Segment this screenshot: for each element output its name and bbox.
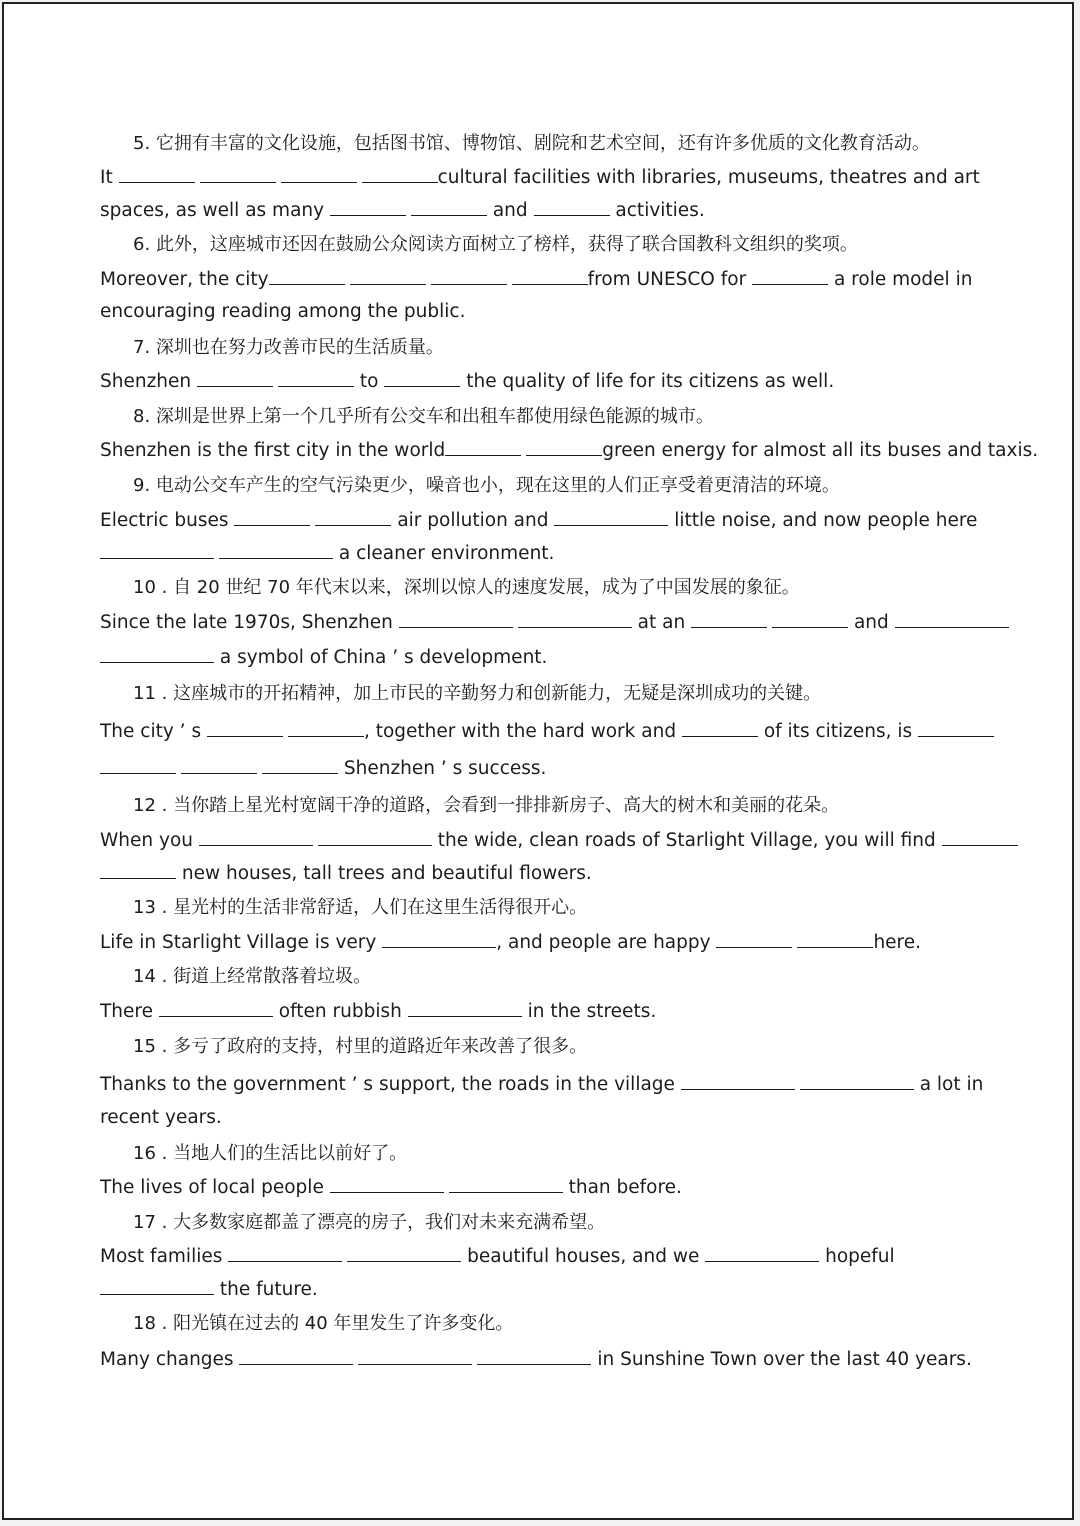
question-14-chinese: 14 . 街道上经常散落着垃圾。 — [133, 966, 372, 987]
question-8-english-line-1: Shenzhen is the first city in the world green energy for almost all its buses and taxis. — [100, 440, 1039, 461]
question-7-english-line-1: Shenzhen to the quality of life for its citizens as well. — [100, 371, 835, 392]
question-13-chinese: 13 . 星光村的生活非常舒适，人们在这里生活得很开心。 — [133, 897, 588, 918]
answer-blank[interactable] — [288, 720, 364, 737]
question-18-chinese: 18 . 阳光镇在过去的 40 年里发生了许多变化。 — [133, 1313, 514, 1334]
answer-blank[interactable] — [382, 931, 496, 948]
question-15-english-line-1: Thanks to the government ’ s support, the roads in the village a lot in — [100, 1074, 984, 1095]
answer-blank[interactable] — [362, 166, 438, 183]
answer-blank[interactable] — [384, 370, 460, 387]
question-10-english-line-1: Since the late 1970s, Shenzhen at an and — [100, 611, 1009, 633]
question-9-chinese: 9. 电动公交车产生的空气污染更少，噪音也小，现在这里的人们正享受着更清洁的环境。 — [133, 475, 840, 496]
answer-blank[interactable] — [315, 509, 391, 526]
answer-blank[interactable] — [100, 757, 176, 774]
question-8-chinese: 8. 深圳是世界上第一个几乎所有公交车和出租车都使用绿色能源的城市。 — [133, 406, 714, 427]
question-10-chinese: 10 . 自 20 世纪 70 年代末以来，深圳以惊人的速度发展，成为了中国发展的象征。 — [133, 577, 800, 598]
answer-blank[interactable] — [262, 757, 338, 774]
question-17-english-line-1: Most families beautiful houses, and we hopeful — [100, 1246, 895, 1267]
worksheet-page — [2, 2, 1074, 1520]
question-14-english-line-1: There often rubbish in the streets. — [100, 1001, 657, 1022]
answer-blank[interactable] — [159, 1000, 273, 1017]
question-11-chinese: 11 . 这座城市的开拓精神，加上市民的辛勤努力和创新能力，无疑是深圳成功的关键。 — [133, 683, 822, 704]
question-11-english-line-2: Shenzhen ’ s success. — [100, 757, 546, 779]
answer-blank[interactable] — [445, 439, 521, 456]
answer-blank[interactable] — [330, 199, 406, 216]
answer-blank[interactable] — [682, 720, 758, 737]
answer-blank[interactable] — [207, 720, 283, 737]
answer-blank[interactable] — [318, 829, 432, 846]
answer-blank[interactable] — [100, 862, 176, 879]
answer-blank[interactable] — [705, 1245, 819, 1262]
answer-blank[interactable] — [399, 611, 513, 628]
question-6-english-line-2: encouraging reading among the public. — [100, 301, 466, 322]
answer-blank[interactable] — [942, 829, 1018, 846]
question-15-english-line-2: recent years. — [100, 1107, 222, 1128]
answer-blank[interactable] — [197, 370, 273, 387]
question-11-english-line-1: The city ’ s , together with the hard work and of its citizens, is — [100, 720, 994, 742]
answer-blank[interactable] — [797, 931, 873, 948]
question-6-chinese: 6. 此外，这座城市还因在鼓励公众阅读方面树立了榜样，获得了联合国教科文组织的奖项。 — [133, 234, 858, 255]
answer-blank[interactable] — [408, 1000, 522, 1017]
answer-blank[interactable] — [100, 646, 214, 663]
question-7-chinese: 7. 深圳也在努力改善市民的生活质量。 — [133, 337, 444, 358]
answer-blank[interactable] — [526, 439, 602, 456]
question-16-chinese: 16 . 当地人们的生活比以前好了。 — [133, 1143, 408, 1164]
answer-blank[interactable] — [239, 1348, 353, 1365]
question-16-english-line-1: The lives of local people than before. — [100, 1177, 682, 1198]
answer-blank[interactable] — [716, 931, 792, 948]
answer-blank[interactable] — [554, 509, 668, 526]
answer-blank[interactable] — [752, 268, 828, 285]
answer-blank[interactable] — [181, 757, 257, 774]
answer-blank[interactable] — [895, 611, 1009, 628]
answer-blank[interactable] — [119, 166, 195, 183]
answer-blank[interactable] — [234, 509, 310, 526]
question-12-english-line-1: When you the wide, clean roads of Starlight Village, you will find — [100, 829, 1018, 851]
answer-blank[interactable] — [918, 720, 994, 737]
question-5-chinese: 5. 它拥有丰富的文化设施，包括图书馆、博物馆、剧院和艺术空间，还有许多优质的文化教育活动。 — [133, 133, 930, 154]
answer-blank[interactable] — [219, 542, 333, 559]
answer-blank[interactable] — [199, 829, 313, 846]
answer-blank[interactable] — [200, 166, 276, 183]
question-18-english-line-1: Many changes in Sunshine Town over the last 40 years. — [100, 1349, 972, 1370]
question-12-chinese: 12 . 当你踏上星光村宽阔干净的道路，会看到一排排新房子、高大的树木和美丽的花朵。 — [133, 795, 840, 816]
answer-blank[interactable] — [534, 199, 610, 216]
answer-blank[interactable] — [681, 1073, 795, 1090]
question-15-chinese: 15 . 多亏了政府的支持，村里的道路近年来改善了很多。 — [133, 1036, 588, 1057]
question-5-english-line-2: spaces, as well as many and activities. — [100, 200, 705, 221]
answer-blank[interactable] — [269, 268, 345, 285]
question-9-english-line-1: Electric buses air pollution and little noise, and now people here — [100, 510, 978, 531]
answer-blank[interactable] — [518, 611, 632, 628]
answer-blank[interactable] — [350, 268, 426, 285]
question-17-chinese: 17 . 大多数家庭都盖了漂亮的房子，我们对未来充满希望。 — [133, 1212, 606, 1233]
question-12-english-line-2: new houses, tall trees and beautiful flowers. — [100, 862, 592, 884]
answer-blank[interactable] — [281, 166, 357, 183]
answer-blank[interactable] — [100, 1278, 214, 1295]
answer-blank[interactable] — [477, 1348, 591, 1365]
answer-blank[interactable] — [449, 1176, 563, 1193]
answer-blank[interactable] — [772, 611, 848, 628]
answer-blank[interactable] — [278, 370, 354, 387]
question-9-english-line-2: a cleaner environment. — [100, 542, 554, 564]
answer-blank[interactable] — [512, 268, 588, 285]
answer-blank[interactable] — [100, 542, 214, 559]
answer-blank[interactable] — [330, 1176, 444, 1193]
answer-blank[interactable] — [431, 268, 507, 285]
answer-blank[interactable] — [228, 1245, 342, 1262]
answer-blank[interactable] — [358, 1348, 472, 1365]
answer-blank[interactable] — [347, 1245, 461, 1262]
question-5-english-line-1: It cultural facilities with libraries, museums, theatres and art — [100, 167, 980, 188]
answer-blank[interactable] — [800, 1073, 914, 1090]
question-6-english-line-1: Moreover, the city from UNESCO for a role model in — [100, 269, 973, 290]
question-13-english-line-1: Life in Starlight Village is very , and people are happy here. — [100, 932, 922, 953]
question-10-english-line-2: a symbol of China ’ s development. — [100, 646, 547, 668]
answer-blank[interactable] — [691, 611, 767, 628]
answer-blank[interactable] — [411, 199, 487, 216]
question-17-english-line-2: the future. — [100, 1278, 318, 1300]
